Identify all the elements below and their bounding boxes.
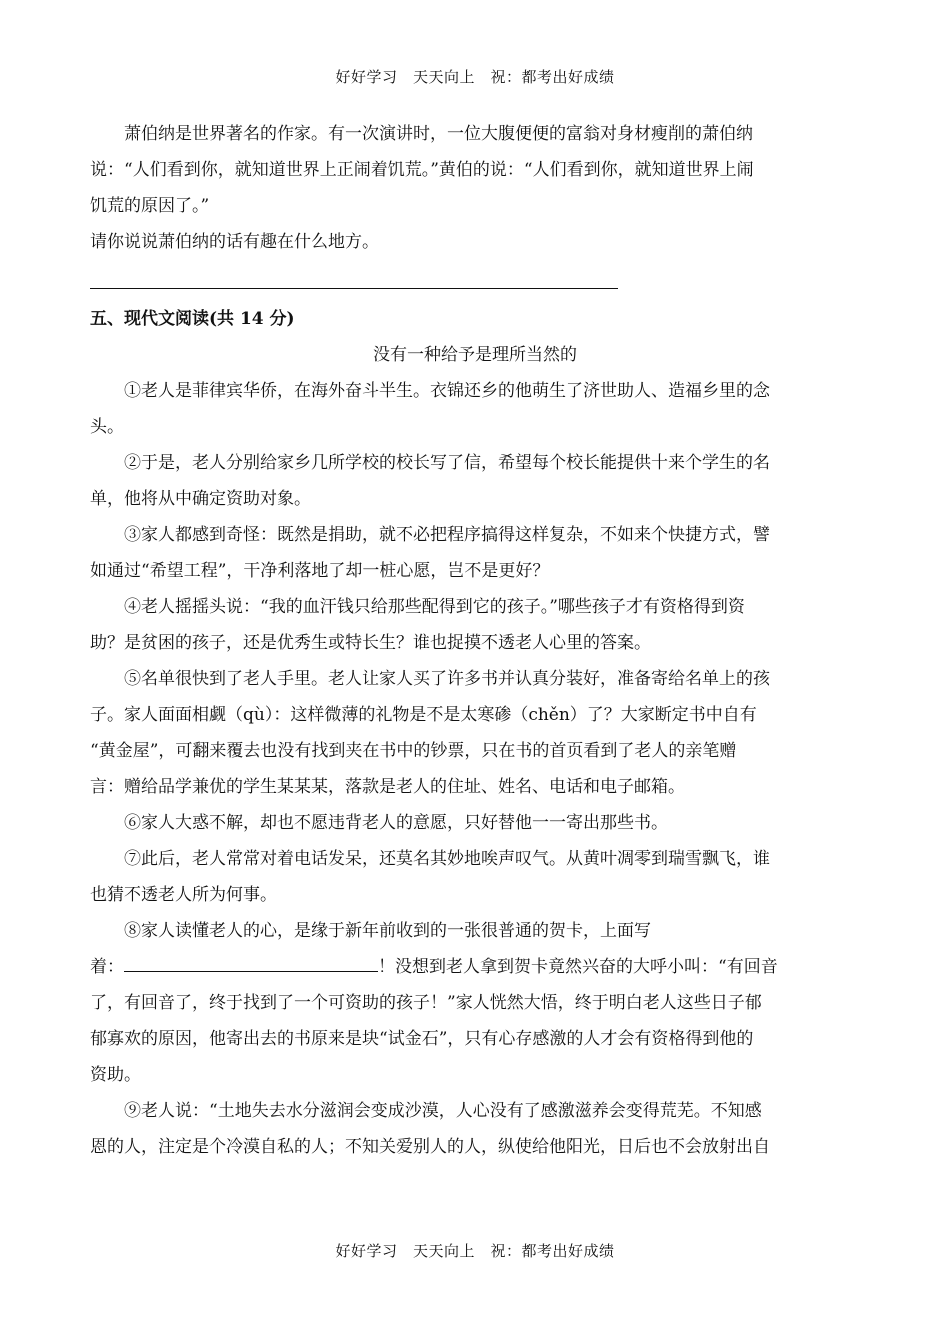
paragraph-3 bbox=[90, 517, 860, 589]
paragraph-line: 了，有回音了，终于找到了一个可资助的孩子！”家人恍然大悟，终于明白老人这些日子郁 bbox=[90, 993, 762, 1013]
paragraph-4 bbox=[90, 589, 860, 661]
paragraph-line: 如通过“希望工程”，干净利落地了却一桩心愿，岂不是更好？ bbox=[90, 561, 550, 581]
page-content bbox=[90, 116, 860, 1165]
paragraph-7 bbox=[90, 841, 860, 913]
blank-prefix: 着： bbox=[90, 957, 124, 977]
paragraph-line: ③家人都感到奇怪：既然是捐助，就不必把程序搞得这样复杂，不如来个快捷方式，譬 bbox=[124, 525, 770, 545]
paragraph-line: 资助。 bbox=[90, 1065, 141, 1085]
paragraph-line: ⑤名单很快到了老人手里。老人让家人买了许多书并认真分装好，准备寄给名单上的孩 bbox=[124, 669, 770, 689]
paragraph-line: ⑥家人大惑不解，却也不愿违背老人的意愿，只好替他一一寄出那些书。 bbox=[124, 813, 668, 833]
paragraph-line: 恩的人，注定是个冷漠自私的人；不知关爱别人的人，纵使给他阳光，日后也不会放射出自 bbox=[90, 1137, 770, 1157]
paragraph-1 bbox=[90, 373, 860, 445]
article-title: 没有一种给予是理所当然的 bbox=[373, 345, 577, 365]
passage-line: 饥荒的原因了。” bbox=[90, 196, 210, 216]
paragraph-6 bbox=[90, 805, 860, 841]
blank-suffix: ！没想到老人拿到贺卡竟然兴奋的大呼小叫：“有回音 bbox=[378, 957, 778, 977]
section-title: 五、现代文阅读(共 14 分) bbox=[90, 309, 295, 329]
paragraph-line: ⑨老人说：“土地失去水分滋润会变成沙漠，人心没有了感激滋养会变得荒芜。不知感 bbox=[124, 1101, 762, 1121]
paragraph-line: ④老人摇摇头说：“我的血汗钱只给那些配得到它的孩子。”哪些孩子才有资格得到资 bbox=[124, 597, 745, 617]
paragraph-line: ①老人是菲律宾华侨，在海外奋斗半生。衣锦还乡的他萌生了济世助人、造福乡里的念 bbox=[124, 381, 770, 401]
paragraph-line: 子。家人面面相觑（qù）：这样微薄的礼物是不是太寒碜（chěn）了？大家断定书中自有 bbox=[90, 705, 757, 725]
paragraph-line: 言：赠给品学兼优的学生某某某，落款是老人的住址、姓名、电话和电子邮箱。 bbox=[90, 777, 685, 797]
paragraph-9 bbox=[90, 1093, 860, 1165]
answer-line[interactable] bbox=[90, 268, 618, 289]
passage-question: 请你说说萧伯纳的话有趣在什么地方。 bbox=[90, 232, 379, 252]
paragraph-line: 单，他将从中确定资助对象。 bbox=[90, 489, 311, 509]
paragraph-line: 也猜不透老人所为何事。 bbox=[90, 885, 277, 905]
paragraph-line-with-blank bbox=[90, 949, 860, 985]
page-footer: 好好学习 天天向上 祝：都考出好成绩 bbox=[335, 1242, 615, 1260]
paragraph-line: ⑦此后，老人常常对着电话发呆，还莫名其妙地唉声叹气。从黄叶凋零到瑞雪飘飞，谁 bbox=[124, 849, 770, 869]
paragraph-line: ⑧家人读懂老人的心，是缘于新年前收到的一张很普通的贺卡，上面写 bbox=[124, 921, 651, 941]
fill-in-blank[interactable] bbox=[124, 953, 378, 972]
paragraph-line: 郁寡欢的原因，他寄出去的书原来是块“试金石”，只有心存感激的人才会有资格得到他的 bbox=[90, 1029, 754, 1049]
paragraph-line: 头。 bbox=[90, 417, 124, 437]
passage-line: 萧伯纳是世界著名的作家。有一次演讲时，一位大腹便便的富翁对身材瘦削的萧伯纳 bbox=[124, 124, 753, 144]
paragraph-line: 助？是贫困的孩子，还是优秀生或特长生？谁也捉摸不透老人心里的答案。 bbox=[90, 633, 651, 653]
paragraph-5 bbox=[90, 661, 860, 805]
page-header: 好好学习 天天向上 祝：都考出好成绩 bbox=[335, 68, 615, 86]
paragraph-line: “黄金屋”，可翻来覆去也没有找到夹在书中的钞票，只在书的首页看到了老人的亲笔赠 bbox=[90, 741, 737, 761]
paragraph-line: ②于是，老人分别给家乡几所学校的校长写了信，希望每个校长能提供十来个学生的名 bbox=[124, 453, 770, 473]
paragraph-8 bbox=[90, 913, 860, 1093]
paragraph-2 bbox=[90, 445, 860, 517]
passage-line: 说：“人们看到你，就知道世界上正闹着饥荒。”黄伯的说：“人们看到你，就知道世界上闹 bbox=[90, 160, 754, 180]
